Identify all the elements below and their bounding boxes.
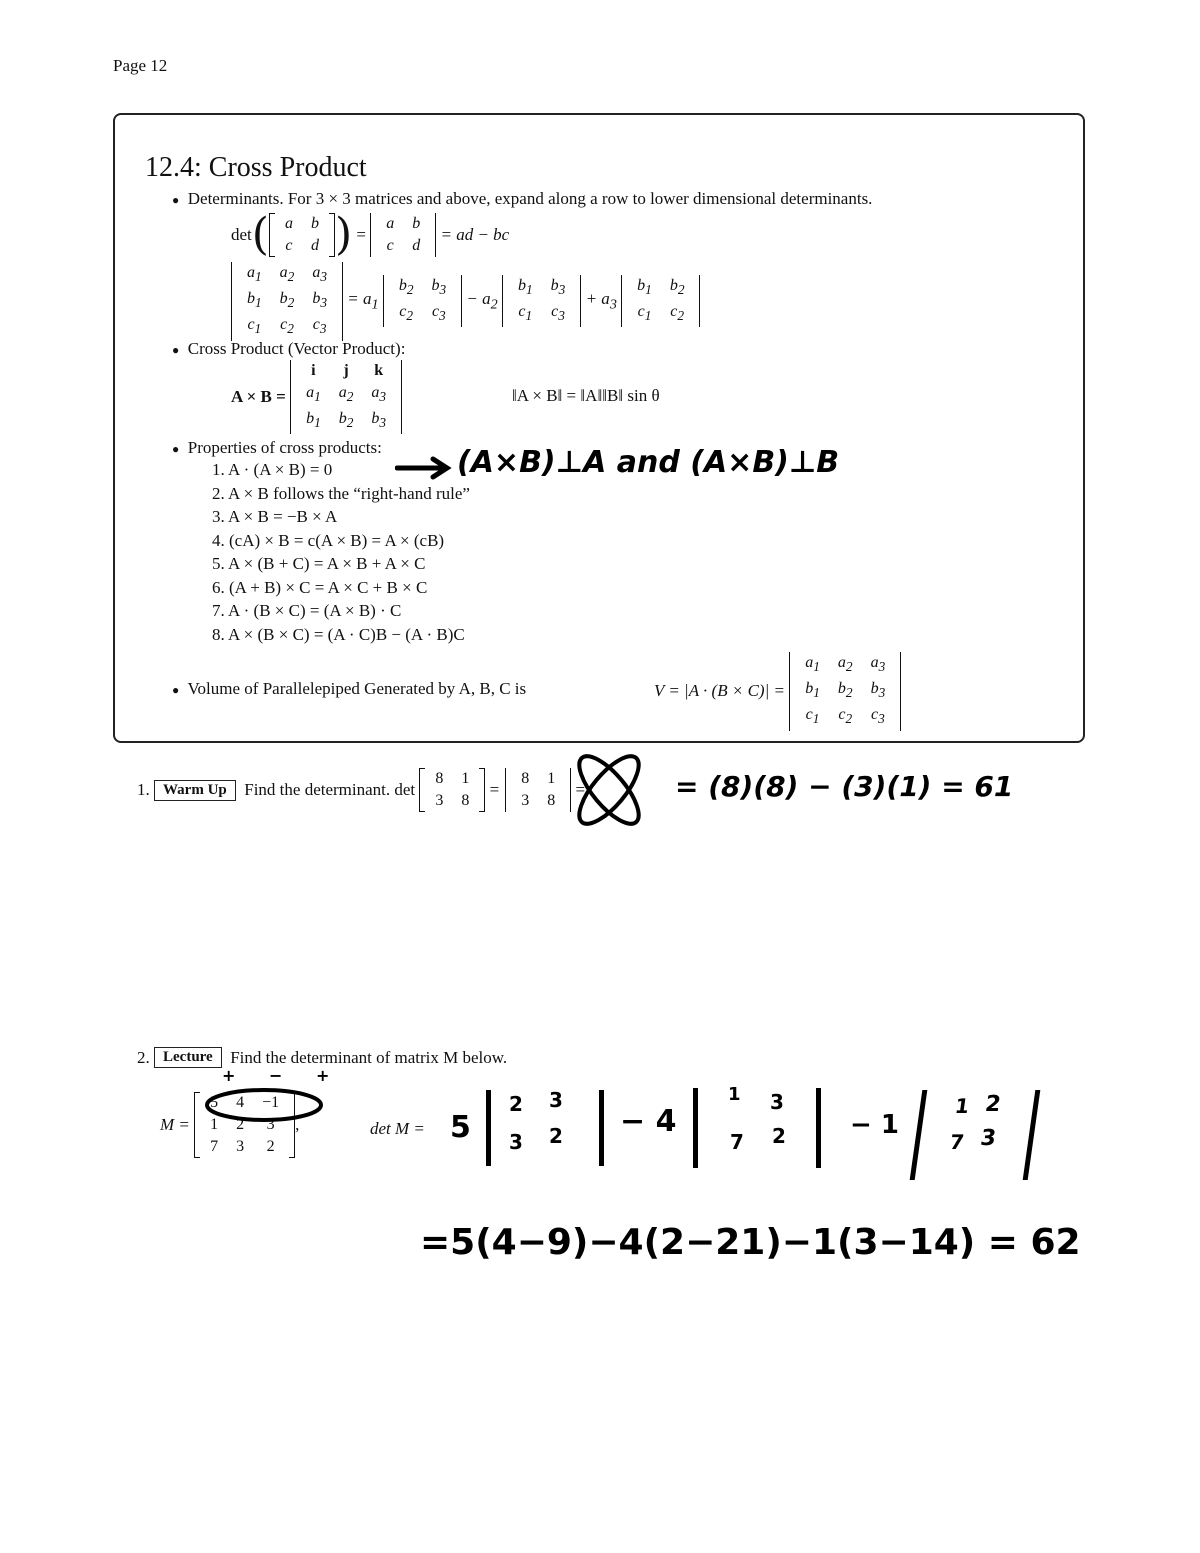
minor-1: $b_2$ $b_3$ $c_2$ $c_3$	[383, 275, 462, 327]
property-item: 7. A · (B × C) = (A × B) · C	[212, 601, 402, 620]
handwritten-minor-2: 1 3 7 2	[693, 1088, 821, 1168]
bullet-determinants	[172, 189, 872, 209]
volume-determinant: $a_1$ $a_2$ $a_3$ $b_1$ $b_2$ $b_3$ $c_1$ $c_2$ $c_3$	[789, 652, 901, 731]
handwritten-warmup-work: = (8)(8) − (3)(1) = 61	[675, 770, 1014, 803]
cross-product-text: Cross Product (Vector Product):	[187, 339, 406, 358]
warm-up-tag: Warm Up	[154, 780, 236, 801]
matrix-m-values: 5 4 −1 1 2 3 7 3 2	[194, 1092, 295, 1158]
volume-lhs: V = |A · (B × C)| =	[654, 681, 785, 701]
problem-2	[137, 1047, 507, 1068]
property-item: 6. (A + B) × C = A × C + B × C	[212, 577, 428, 597]
handwritten-signs: + − +	[222, 1066, 344, 1085]
problem-1-determinant: 8 1 3 8	[505, 768, 571, 812]
problem-number: 1.	[137, 780, 150, 799]
problem-2-text: Find the determinant of matrix M below.	[230, 1047, 508, 1067]
problem-number: 2.	[137, 1047, 150, 1067]
problem-1-text: Find the determinant. det	[244, 780, 416, 799]
det3-expansion	[231, 262, 700, 341]
property-item: 5. A × (B + C) = A × B + A × C	[212, 554, 426, 573]
bullet-dot: ●	[172, 442, 180, 456]
property-item: 4. (cA) × B = c(A × B) = A × (cB)	[212, 530, 445, 550]
properties-list	[212, 460, 470, 648]
volume-text: Volume of Parallelepiped Generated by A, B, C is	[187, 679, 527, 698]
handwritten-cross-multiply-icon	[565, 752, 653, 828]
cross-lhs: A × B =	[231, 387, 286, 407]
bullet-volume	[172, 679, 526, 699]
property-item: 8. A × (B × C) = (A · C)B − (A · B)C	[212, 624, 465, 644]
page-number: Page 12	[113, 56, 168, 75]
problem-1-matrix: 8 1 3 8	[419, 768, 485, 812]
handwritten-lecture-result: =5(4−9)−4(2−21)−1(3−14) = 62	[420, 1222, 1081, 1263]
determinants-text: Determinants. For 3 × 3 matrices and above, expand along a row to lower dimensional determinants.	[187, 189, 873, 208]
det-m-label: det M =	[370, 1119, 425, 1138]
volume-formula	[654, 652, 901, 731]
property-item: 2. A × B follows the “right-hand rule”	[212, 483, 470, 503]
right-paren: )	[334, 209, 353, 260]
handwritten-row-circle-icon	[203, 1085, 325, 1125]
handwritten-minor-3: 1 2 7 3	[910, 1090, 1041, 1180]
cross-determinant: i j k $a_1$ $a_2$ $a_3$ $b_1$ $b_2$ $b_3$	[290, 360, 402, 434]
expansion-term-2: − $a_2$	[466, 289, 498, 313]
handwritten-arrow-icon	[395, 455, 455, 481]
minor-3: $b_1$ $b_2$ $c_1$ $c_2$	[621, 275, 700, 327]
left-paren: (	[251, 209, 269, 260]
matrix-m-label: M =	[160, 1115, 190, 1134]
cross-norm-formula: ‖A × B‖ = ‖A‖‖B‖ sin θ	[512, 386, 660, 405]
section-title: 12.4: Cross Product	[145, 152, 367, 183]
cross-formula	[231, 360, 402, 434]
handwritten-note-perpendicular: (A×B)⊥A and (A×B)⊥B	[457, 445, 840, 480]
lecture-tag: Lecture	[154, 1047, 222, 1068]
properties-text: Properties of cross products:	[187, 438, 382, 457]
determinant-3x3: $a_1$ $a_2$ $a_3$ $b_1$ $b_2$ $b_3$ $c_1$ $c_2$ $c_3$	[231, 262, 343, 341]
bullet-properties	[172, 438, 382, 458]
handwritten-coef-5: 5	[450, 1110, 471, 1145]
expansion-term-3: + $a_3$	[585, 289, 617, 313]
handwritten-coef-1: − 1	[850, 1110, 899, 1140]
matrix-2x2: a b c d	[269, 213, 335, 257]
det2-formula: det ( a b c d ) = a b c d = ad − bc	[231, 209, 510, 260]
det2-result: = ad − bc	[440, 225, 510, 244]
bullet-dot: ●	[172, 193, 180, 207]
property-item: 3. A × B = −B × A	[212, 507, 338, 526]
bullet-cross-product	[172, 339, 405, 359]
determinant-2x2: a b c d	[370, 213, 436, 257]
bullet-dot: ●	[172, 343, 180, 357]
expansion-term-1: = $a_1$	[347, 289, 379, 313]
handwritten-minor-1: 2 3 3 2	[486, 1090, 604, 1166]
bullet-dot: ●	[172, 683, 180, 697]
problem-1: 1. Warm Up Find the determinant. det 8 1 3 8 = 8 1 3 8 =	[137, 768, 585, 812]
minor-2: $b_1$ $b_3$ $c_1$ $c_3$	[502, 275, 581, 327]
property-item: 1. A · (A × B) = 0	[212, 460, 333, 479]
matrix-m: M = 5 4 −1 1 2 3 7 3 2 ,	[160, 1092, 299, 1158]
det-label: det	[231, 225, 252, 244]
handwritten-coef-4: − 4	[620, 1104, 677, 1139]
